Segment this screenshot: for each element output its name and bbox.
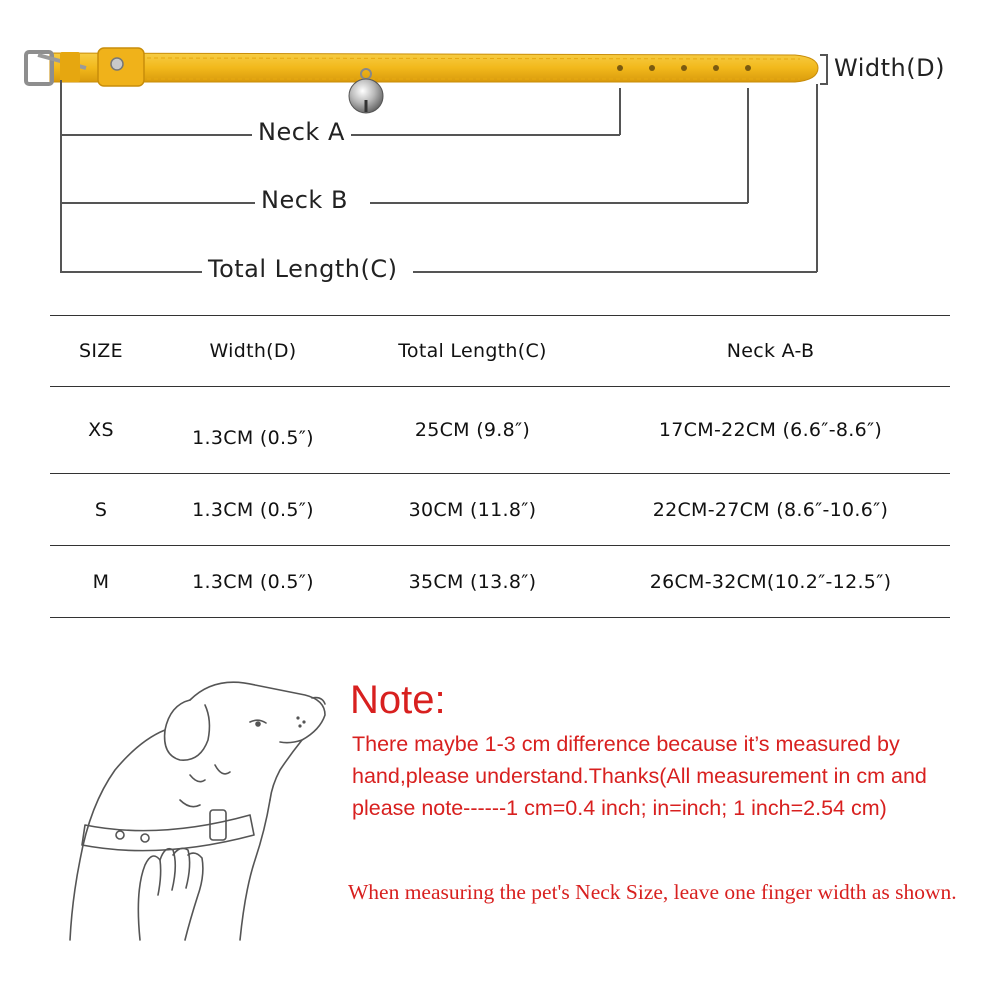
neck-a-label: Neck A — [252, 118, 351, 146]
width-label: Width(D) — [834, 54, 945, 82]
table-row — [50, 387, 950, 474]
note-measure-tip: When measuring the pet's Neck Size, leave one finger width as shown. — [348, 880, 957, 904]
note-body: There maybe 1-3 cm difference because it’s measured by hand,please understand.Thanks(All measurement in cm and please note------1 cm=0.4 inch; in=inch; 1 inch=2.54 cm) — [352, 732, 927, 820]
neck-b-label: Neck B — [255, 186, 370, 214]
cell-size: M — [50, 546, 152, 618]
table-row — [50, 546, 950, 618]
total-length-label: Total Length(C) — [202, 255, 413, 283]
cell-size: XS — [50, 387, 152, 474]
cell-width: 1.3CM (0.5″) — [152, 546, 354, 618]
cell-width: 1.3CM (0.5″) — [152, 387, 354, 474]
header-width: Width(D) — [152, 316, 354, 387]
collar-diagram — [0, 0, 1000, 300]
collar-illustration — [0, 0, 1000, 300]
cell-size: S — [50, 474, 152, 546]
size-table — [50, 315, 950, 618]
cell-total-length: 35CM (13.8″) — [354, 546, 591, 618]
dog-measuring-illustration — [40, 660, 340, 950]
cell-total-length: 25CM (9.8″) — [354, 387, 591, 474]
header-total-length: Total Length(C) — [354, 316, 591, 387]
cell-neck: 22CM-27CM (8.6″-10.6″) — [591, 474, 950, 546]
cell-total-length: 30CM (11.8″) — [354, 474, 591, 546]
table-row — [50, 474, 950, 546]
header-size: SIZE — [50, 316, 152, 387]
table-header-row — [50, 316, 950, 387]
collar-strap — [50, 53, 818, 82]
cell-neck: 26CM-32CM(10.2″-12.5″) — [591, 546, 950, 618]
cell-width: 1.3CM (0.5″) — [152, 474, 354, 546]
note-title: Note: — [350, 678, 446, 722]
header-neck: Neck A-B — [591, 316, 950, 387]
cell-neck: 17CM-22CM (6.6″-8.6″) — [591, 387, 950, 474]
